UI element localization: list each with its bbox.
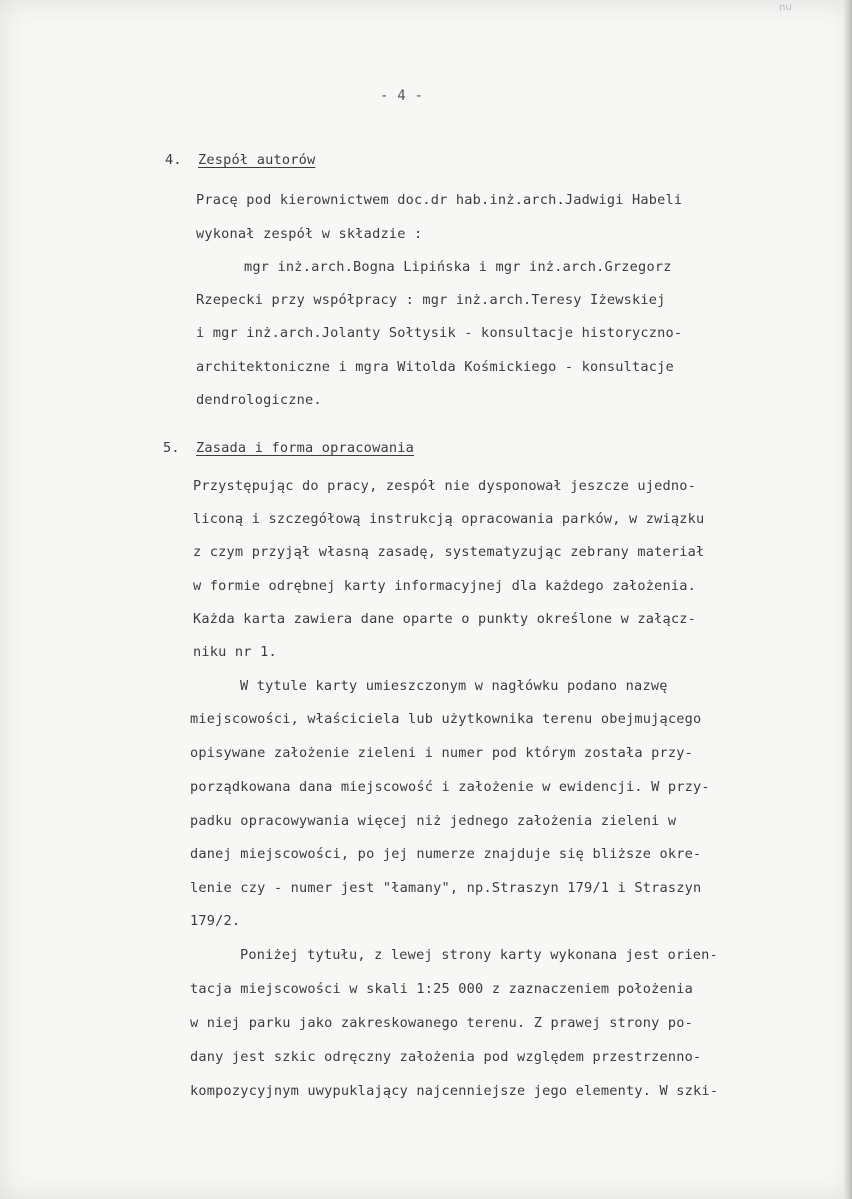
section-5-line: dany jest szkic odręczny założenia pod względem przestrzenno- bbox=[190, 1049, 702, 1065]
section-5-number: 5. bbox=[163, 440, 180, 456]
section-5-line: miejscowości, właściciela lub użytkownika terenu obejmującego bbox=[190, 711, 702, 727]
section-5-line: porządkowana dana miejscowość i założenie w ewidencji. W przy- bbox=[190, 779, 710, 795]
section-5-line: Każda karta zawiera dane oparte o punkty określone w załącz- bbox=[193, 611, 697, 627]
section-5-line: niku nr 1. bbox=[193, 644, 277, 660]
section-5-line: padku opracowywania więcej niż jednego założenia zieleni w bbox=[190, 813, 677, 829]
section-5-line: liconą i szczegółową instrukcją opracowania parków, w związku bbox=[193, 511, 705, 527]
section-5-line: tacja miejscowości w skali 1:25 000 z zaznaczeniem położenia bbox=[190, 981, 694, 997]
section-5-heading: Zasada i forma opracowania bbox=[196, 440, 414, 456]
section-4-line: mgr inż.arch.Bogna Lipińska i mgr inż.arch.Grzegorz bbox=[244, 259, 672, 275]
section-5-line: kompozycyjnym uwypuklający najcenniejsze jego elementy. W szki- bbox=[190, 1083, 719, 1099]
section-4-number: 4. bbox=[165, 152, 182, 168]
section-5-line: w niej parku jako zakreskowanego terenu. Z prawej strony po- bbox=[190, 1015, 694, 1031]
section-5-line: w formie odrębnej karty informacyjnej dla każdego założenia. bbox=[193, 578, 697, 594]
section-4-line: wykonał zespół w składzie : bbox=[196, 226, 423, 242]
section-5-line: Przystępując do pracy, zespół nie dysponował jeszcze ujedno- bbox=[193, 478, 697, 494]
section-4-line: Rzepecki przy współpracy : mgr inż.arch.Teresy Iżewskiej bbox=[196, 292, 666, 308]
section-5-line: W tytule karty umieszczonym w nagłówku podano nazwę bbox=[240, 678, 668, 694]
section-4-line: architektoniczne i mgra Witolda Kośmickiego - konsultacje bbox=[196, 359, 674, 375]
section-4-line: Pracę pod kierownictwem doc.dr hab.inż.arch.Jadwigi Habeli bbox=[196, 192, 683, 208]
section-5-line: Poniżej tytułu, z lewej strony karty wykonana jest orien- bbox=[240, 947, 718, 963]
scan-edge bbox=[844, 0, 852, 1199]
section-5-line: opisywane założenie zieleni i numer pod którym została przy- bbox=[190, 745, 694, 761]
section-5-line: 179/2. bbox=[190, 913, 241, 929]
section-4-line: i mgr inż.arch.Jolanty Sołtysik - konsultacje historyczno- bbox=[196, 325, 683, 341]
corner-mark: nu bbox=[778, 1, 793, 14]
section-4-line: dendrologiczne. bbox=[196, 392, 322, 408]
section-5-line: lenie czy - numer jest "łamany", np.Straszyn 179/1 i Straszyn bbox=[190, 880, 702, 896]
section-4-heading: Zespół autorów bbox=[198, 152, 316, 168]
section-5-line: z czym przyjął własną zasadę, systematyzując zebrany materiał bbox=[193, 544, 705, 560]
page-number: - 4 - bbox=[380, 88, 424, 104]
section-5-line: danej miejscowości, po jej numerze znajduje się bliższe okre- bbox=[190, 846, 702, 862]
